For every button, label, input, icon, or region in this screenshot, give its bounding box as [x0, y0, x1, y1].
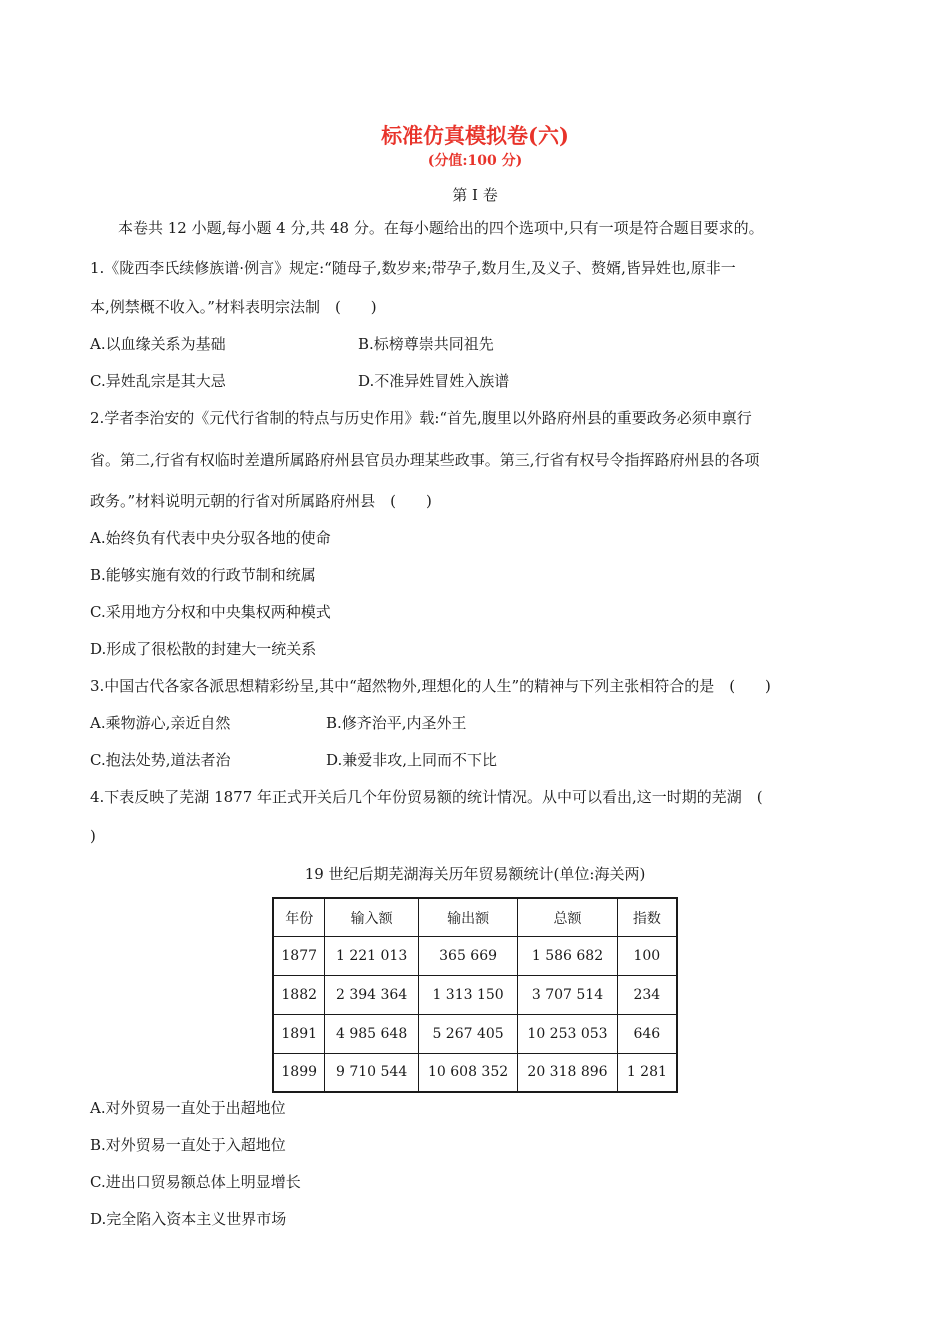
header-cell: 输入额 [325, 898, 418, 937]
table-cell: 1 221 013 [325, 937, 418, 976]
q2-option-c: C.采用地方分权和中央集权两种模式 [90, 603, 331, 621]
header-cell: 年份 [273, 898, 325, 937]
page-title: 标准仿真模拟卷(六) [381, 123, 569, 148]
q4-option-c: C.进出口贸易额总体上明显增长 [90, 1173, 301, 1191]
q4-stem-line1: 4.下表反映了芜湖 1877 年正式开关后几个年份贸易额的统计情况。从中可以看出,这一时期的芜湖 ( [90, 788, 763, 806]
section-heading: 第 I 卷 [452, 186, 498, 204]
table-cell: 10 253 053 [518, 1014, 617, 1053]
table-cell: 1899 [273, 1053, 325, 1092]
table-header-row [273, 898, 677, 937]
q4-stem-line2: ) [90, 827, 96, 845]
table-cell: 1891 [273, 1014, 325, 1053]
table-cell: 9 710 544 [325, 1053, 418, 1092]
table-cell: 1877 [273, 937, 325, 976]
instructions: 本卷共 12 小题,每小题 4 分,共 48 分。在每小题给出的四个选项中,只有一项是符合题目要求的。 [118, 219, 764, 237]
q1-option-a: A.以血缘关系为基础 [90, 335, 226, 353]
table-cell: 646 [617, 1014, 677, 1053]
table-row [273, 1014, 677, 1053]
table-row [273, 976, 677, 1015]
q3-option-a: A.乘物游心,亲近自然 [90, 714, 231, 732]
table-cell: 4 985 648 [325, 1014, 418, 1053]
table-cell: 3 707 514 [518, 976, 617, 1015]
q1-stem-line2: 本,例禁概不收入。”材料表明宗法制 ( ) [90, 298, 377, 316]
header-cell: 指数 [617, 898, 677, 937]
table-caption: 19 世纪后期芜湖海关历年贸易额统计(单位:海关两) [304, 865, 646, 883]
header-cell: 输出额 [418, 898, 517, 937]
q1-option-b: B.标榜尊崇共同祖先 [358, 335, 494, 353]
q4-option-d: D.完全陷入资本主义世界市场 [90, 1210, 287, 1228]
q1-option-d: D.不准异姓冒姓入族谱 [358, 372, 510, 390]
table-cell: 2 394 364 [325, 976, 418, 1015]
q1-option-c: C.异姓乱宗是其大忌 [90, 372, 226, 390]
q2-option-a: A.始终负有代表中央分驭各地的使命 [90, 529, 331, 547]
q3-option-d: D.兼爱非攻,上同而不下比 [326, 751, 498, 769]
table-cell: 365 669 [418, 937, 517, 976]
q4-option-b: B.对外贸易一直处于入超地位 [90, 1136, 286, 1154]
table-cell: 1 313 150 [418, 976, 517, 1015]
table-row [273, 1053, 677, 1092]
table-row [273, 937, 677, 976]
table-cell: 234 [617, 976, 677, 1015]
q3-stem-line1: 3.中国古代各家各派思想精彩纷呈,其中“超然物外,理想化的人生”的精神与下列主张相符合的是 ( ) [90, 677, 771, 695]
score-note: (分值:100 分) [427, 153, 523, 169]
table-cell: 10 608 352 [418, 1053, 517, 1092]
q2-option-d: D.形成了很松散的封建大一统关系 [90, 640, 317, 658]
table-cell: 1882 [273, 976, 325, 1015]
q1-stem-line1: 1.《陇西李氏续修族谱·例言》规定:“随母子,数岁来;带孕子,数月生,及义子、赘婿,皆异姓也,原非一 [90, 259, 736, 277]
table-cell: 1 281 [617, 1053, 677, 1092]
table-cell: 100 [617, 937, 677, 976]
q2-option-b: B.能够实施有效的行政节制和统属 [90, 566, 316, 584]
q2-stem-line2: 省。第二,行省有权临时差遣所属路府州县官员办理某些政事。第三,行省有权号令指挥路府州县的各项 [90, 451, 760, 469]
header-cell: 总额 [518, 898, 617, 937]
table-cell: 5 267 405 [418, 1014, 517, 1053]
q2-stem-line1: 2.学者李治安的《元代行省制的特点与历史作用》载:“首先,腹里以外路府州县的重要政务必须申禀行 [90, 409, 752, 427]
q2-stem-line3: 政务。”材料说明元朝的行省对所属路府州县 ( ) [90, 492, 432, 510]
q3-option-b: B.修齐治平,内圣外王 [326, 714, 467, 732]
table-cell: 20 318 896 [518, 1053, 617, 1092]
trade-table [272, 897, 678, 1093]
q4-option-a: A.对外贸易一直处于出超地位 [90, 1099, 286, 1117]
q3-option-c: C.抱法处势,道法者治 [90, 751, 231, 769]
table-cell: 1 586 682 [518, 937, 617, 976]
